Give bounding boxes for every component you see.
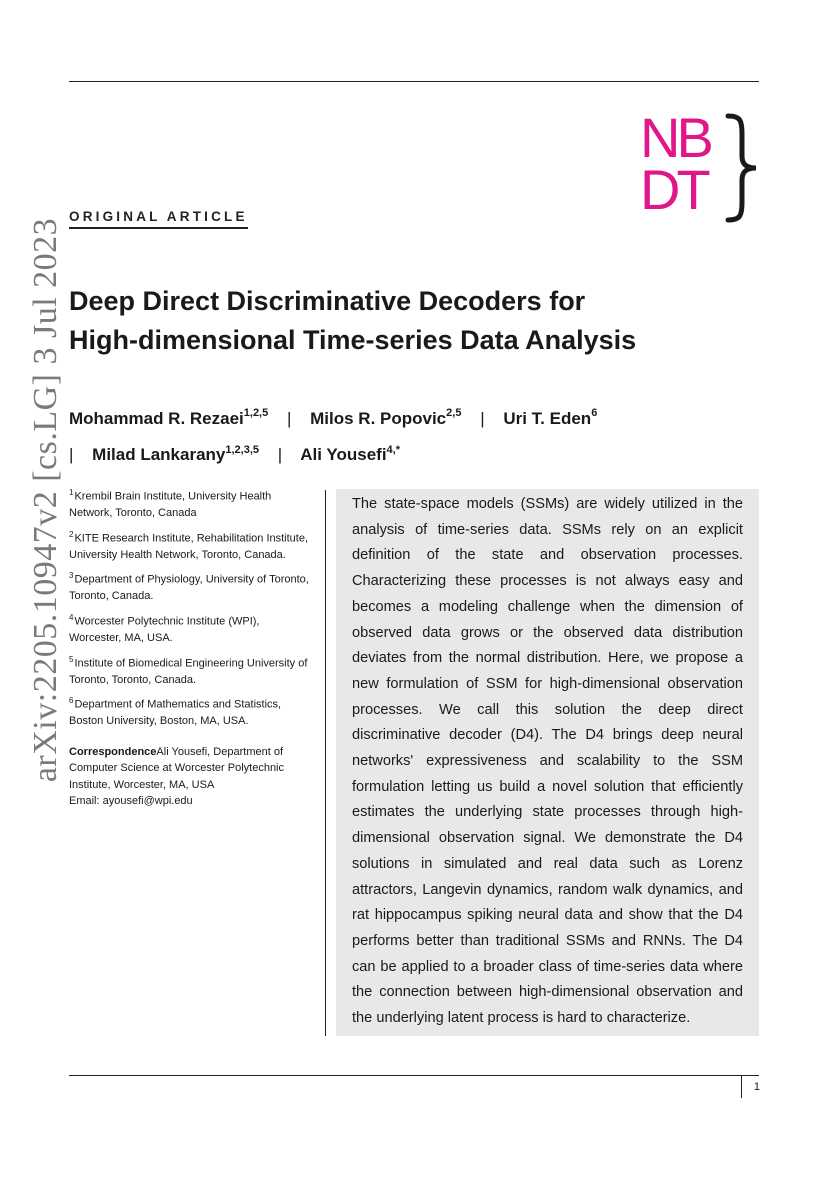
author-separator: | — [286, 408, 292, 428]
correspondence-text: Ali Yousefi, Department of Computer Science at Worcester Polytechnic Institute, Worcester, MA, USA — [69, 745, 284, 791]
author-line-2 — [69, 435, 759, 472]
affiliation: $^1$Krembil Brain Institute, University Health Network, Toronto, Canada — [69, 488, 272, 520]
affiliation: $^3$Department of Physiology, University of Toronto, Toronto, Canada. — [69, 571, 309, 603]
logo-line-1: NB — [640, 106, 710, 169]
affiliation: $^6$Department of Mathematics and Statistics, Boston University, Boston, MA, USA. — [69, 696, 282, 728]
affiliations-column — [69, 485, 309, 810]
top-rule — [69, 81, 759, 82]
title-line-2: High-dimensional Time-series Data Analysis — [69, 325, 637, 355]
correspondence-email: Email: ayousefi@wpi.edu — [69, 795, 193, 808]
column-divider — [325, 490, 326, 1036]
affiliation: $^4$Worcester Polytechnic Institute (WPI), Worcester, MA, USA. — [69, 612, 260, 645]
article-type-label: ORIGINAL ARTICLE — [69, 209, 248, 229]
author: Mohammad R. Rezaei$^{1,2,5}$ — [69, 407, 269, 428]
author: Ali Yousefi$^{4,*}$ — [300, 443, 401, 465]
abstract-text: The state-space models (SSMs) are widely utilized in the analysis of time-series data. SSMs rely on an explicit definition of the state and observation processes. Characterizing these processes is not always easy and becomes a modeling challenge when the dimension of observed data grows or the observed data distribution deviates from the normal distribution. Here, we propose a new formulation of SSM for high-dimensional observation processes. We call this solution the deep direct discriminative decoder (D4). The D4 brings deep neural networks' expressiveness and scalability to the SSM formulation letting us build a novel solution that efficiently estimates the underlying state processes through high-dimensional observation signal. We demonstrate the D4 solutions in simulated and real data such as Lorenz attractors, Langevin dynamics, random walk dynamics, and rat hippocampus spiking neural data and show that the D4 performs better than traditional SSMs and RNNs. The D4 can be applied to a broader class of time-series data where the connection between high-dimensional observation and the underlying latent process is hard to characterize. — [352, 496, 743, 1027]
paper-title — [69, 282, 749, 360]
author: Uri T. Eden$^6$ — [503, 407, 598, 428]
logo-line-2: DT — [640, 158, 707, 221]
author-separator: | — [69, 445, 74, 465]
arxiv-stamp: arXiv:2205.10947v2 [cs.LG] 3 Jul 2023 — [27, 217, 64, 783]
correspondence-label: Correspondence — [69, 745, 157, 758]
affiliation: $^2$KITE Research Institute, Rehabilitation Institute, University Health Network, Toronto, Canada. — [69, 529, 309, 561]
journal-logo — [640, 106, 764, 224]
affiliation: $^5$Institute of Biomedical Engineering University of Toronto, Toronto, Canada. — [69, 654, 308, 686]
author-list — [69, 398, 759, 471]
author-separator: | — [480, 408, 485, 428]
author-separator: | — [277, 445, 283, 465]
page-number: 1 — [741, 1076, 760, 1098]
title-line-1: Deep Direct Discriminative Decoders for — [69, 286, 586, 316]
correspondence — [69, 744, 309, 810]
bottom-rule — [69, 1075, 759, 1076]
logo-letters — [640, 106, 710, 221]
author-line-1 — [69, 398, 759, 435]
logo-brace-icon — [722, 112, 762, 224]
author: Milos R. Popovic$^{2,5}$ — [310, 407, 462, 428]
abstract-box — [336, 489, 759, 1036]
author: Milad Lankarany$^{1,2,3,5}$ — [92, 443, 260, 465]
